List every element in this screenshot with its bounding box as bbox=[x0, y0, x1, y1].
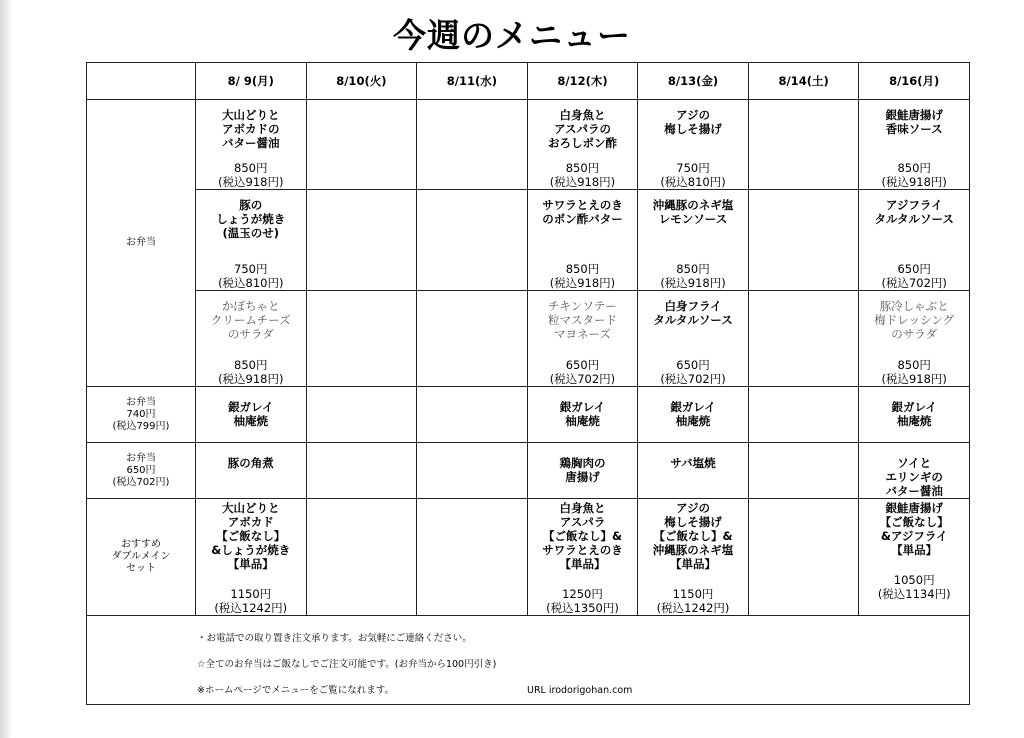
dish-price-tax: (税込918円) bbox=[881, 372, 947, 386]
bento650-row bbox=[87, 443, 970, 499]
menu-item bbox=[859, 100, 969, 189]
row-label-line: 740円 bbox=[126, 408, 156, 420]
menu-cell bbox=[306, 100, 417, 190]
dish-name: 豚冷しゃぶと 梅ドレッシング のサラダ bbox=[874, 299, 955, 341]
dish-price: 1150円 bbox=[672, 587, 714, 601]
menu-cell bbox=[196, 499, 307, 616]
dish-name: 沖縄豚のネギ塩 レモンソース bbox=[652, 198, 734, 226]
menu-cell bbox=[638, 190, 749, 291]
corner-cell bbox=[87, 63, 196, 100]
notes bbox=[87, 616, 970, 705]
note-no-rice: ☆全てのお弁当はご飯なしでご注文可能です。(お弁当から100円引き) bbox=[197, 659, 497, 670]
day-header: 8/13(金) bbox=[638, 63, 749, 100]
menu-cell bbox=[748, 190, 859, 291]
dish-price: 850円 bbox=[676, 262, 710, 276]
menu-item bbox=[196, 499, 306, 615]
menu-item bbox=[528, 291, 638, 386]
page-edge-shadow bbox=[0, 0, 12, 738]
menu-cell bbox=[196, 291, 307, 387]
dish-price-tax: (税込1242円) bbox=[214, 601, 288, 615]
dish-name: 白身魚と アスパラの おろしポン酢 bbox=[547, 108, 617, 150]
note-phone-order: ・お電話での取り置き注文承ります。お気軽にご連絡ください。 bbox=[197, 633, 472, 644]
menu-cell bbox=[859, 291, 970, 387]
menu-cell bbox=[638, 499, 749, 616]
day-header: 8/12(木) bbox=[527, 63, 638, 100]
menu-item bbox=[638, 443, 748, 498]
dish-name: 銀鮭唐揚げ 【ご飯なし】 &アジフライ 【単品】 bbox=[879, 501, 949, 557]
header-row bbox=[87, 63, 970, 100]
dish-price: 850円 bbox=[234, 161, 268, 175]
bento-row bbox=[87, 190, 970, 291]
menu-cell bbox=[638, 387, 749, 443]
bento-row bbox=[87, 100, 970, 190]
menu-cell bbox=[527, 387, 638, 443]
dish-name: アジの 梅しそ揚げ 【ご飯なし】& 沖縄豚のネギ塩 【単品】 bbox=[652, 501, 734, 571]
dish-name: 大山どりと アボカド 【ご飯なし】 &しょうが焼き 【単品】 bbox=[211, 501, 291, 571]
menu-cell bbox=[527, 190, 638, 291]
menu-item bbox=[638, 291, 748, 386]
menu-cell bbox=[306, 499, 417, 616]
day-header: 8/14(土) bbox=[748, 63, 859, 100]
menu-item bbox=[859, 443, 969, 498]
menu-item bbox=[196, 387, 306, 442]
menu-item bbox=[638, 499, 748, 615]
dish-price-tax: (税込1350円) bbox=[546, 601, 619, 615]
bento-row bbox=[87, 291, 970, 387]
day-header: 8/16(月) bbox=[859, 63, 970, 100]
menu-cell bbox=[748, 387, 859, 443]
day-header: 8/11(水) bbox=[417, 63, 528, 100]
dish-price-tax: (税込918円) bbox=[218, 175, 284, 189]
menu-item bbox=[528, 387, 638, 442]
dish-name: 銀ガレイ 柚庵焼 bbox=[559, 400, 606, 428]
dish-price-tax: (税込918円) bbox=[549, 175, 616, 189]
page-title: 今週のメニュー bbox=[393, 16, 631, 55]
menu-cell bbox=[748, 443, 859, 499]
menu-cell bbox=[417, 100, 528, 190]
menu-cell bbox=[527, 291, 638, 387]
menu-cell bbox=[417, 190, 528, 291]
dish-price: 750円 bbox=[676, 161, 710, 175]
bento740-row bbox=[87, 387, 970, 443]
dish-name: サワラとえのき のポン酢バター bbox=[542, 198, 623, 226]
menu-cell bbox=[306, 443, 417, 499]
menu-cell bbox=[859, 443, 970, 499]
dish-price: 850円 bbox=[897, 358, 931, 372]
dish-price-tax: (税込918円) bbox=[660, 276, 726, 290]
dish-name: アジの 梅しそ揚げ bbox=[664, 108, 722, 136]
menu-item bbox=[638, 100, 748, 189]
dish-name: 大山どりと アボカドの バター醤油 bbox=[222, 108, 280, 150]
dish-name: 豚の角煮 bbox=[227, 456, 274, 470]
row-label-line: (税込799円) bbox=[112, 420, 170, 432]
dish-name: 銀ガレイ 柚庵焼 bbox=[891, 400, 937, 428]
menu-item bbox=[638, 387, 748, 442]
menu-item bbox=[859, 499, 969, 615]
menu-item bbox=[859, 291, 969, 386]
notes-row bbox=[87, 616, 970, 705]
dish-price-tax: (税込702円) bbox=[549, 372, 616, 386]
dish-price: 850円 bbox=[897, 161, 931, 175]
menu-cell bbox=[859, 190, 970, 291]
day-header: 8/10(火) bbox=[306, 63, 417, 100]
menu-cell bbox=[748, 100, 859, 190]
dish-price-tax: (税込1242円) bbox=[656, 601, 730, 615]
dish-price-tax: (税込918円) bbox=[881, 175, 947, 189]
menu-cell bbox=[527, 499, 638, 616]
row-label-line: お弁当 bbox=[126, 396, 156, 408]
row-label-line: おすすめ bbox=[120, 539, 162, 550]
menu-item bbox=[528, 443, 638, 498]
menu-cell bbox=[196, 100, 307, 190]
dish-price-tax: (税込810円) bbox=[660, 175, 726, 189]
menu-cell bbox=[417, 499, 528, 616]
dish-price: 850円 bbox=[234, 358, 268, 372]
menu-cell bbox=[417, 291, 528, 387]
menu-cell bbox=[527, 443, 638, 499]
dish-name: かぼちゃと クリームチーズ のサラダ bbox=[210, 299, 291, 341]
menu-item bbox=[196, 443, 306, 498]
menu-item bbox=[196, 190, 306, 290]
menu-cell bbox=[306, 387, 417, 443]
menu-cell bbox=[859, 100, 970, 190]
dish-price-tax: (税込918円) bbox=[218, 372, 284, 386]
menu-item bbox=[859, 387, 969, 442]
menu-cell bbox=[638, 291, 749, 387]
menu-item bbox=[528, 190, 638, 290]
dish-price: 750円 bbox=[234, 262, 268, 276]
dish-name: 白身フライ タルタルソース bbox=[653, 299, 733, 327]
menu-cell bbox=[196, 190, 307, 291]
dish-price-tax: (税込702円) bbox=[881, 276, 947, 290]
menu-cell bbox=[859, 387, 970, 443]
menu-cell bbox=[417, 443, 528, 499]
row-label-line: セット bbox=[126, 563, 156, 574]
dish-price: 850円 bbox=[565, 161, 600, 175]
menu-cell bbox=[638, 100, 749, 190]
dish-name: 白身魚と アスパラ 【ご飯なし】& サワラとえのき 【単品】 bbox=[542, 501, 623, 571]
menu-item bbox=[196, 100, 306, 189]
dish-name: 銀ガレイ 柚庵焼 bbox=[228, 400, 274, 428]
note-homepage-text: ※ホームページでメニューをご覧になれます。 bbox=[197, 685, 395, 696]
weekly-menu-table bbox=[86, 62, 970, 705]
dish-price: 1050円 bbox=[893, 573, 935, 587]
menu-cell bbox=[306, 190, 417, 291]
row-label-bento650 bbox=[87, 443, 196, 499]
dish-price: 850円 bbox=[565, 262, 600, 276]
note-homepage bbox=[197, 678, 969, 704]
menu-cell bbox=[196, 443, 307, 499]
menu-item bbox=[196, 291, 306, 386]
menu-item bbox=[528, 100, 638, 189]
dish-price: 1150円 bbox=[230, 587, 272, 601]
dish-name: 銀鮭唐揚げ 香味ソース bbox=[885, 108, 943, 136]
menu-cell bbox=[859, 499, 970, 616]
dish-price: 1250円 bbox=[562, 587, 603, 601]
dish-price-tax: (税込918円) bbox=[549, 276, 616, 290]
menu-cell bbox=[748, 291, 859, 387]
dish-price-tax: (税込810円) bbox=[218, 276, 284, 290]
row-label-line: 650円 bbox=[126, 464, 156, 476]
menu-cell bbox=[748, 499, 859, 616]
dish-name: サバ塩焼 bbox=[670, 456, 716, 470]
day-header: 8/ 9(月) bbox=[196, 63, 307, 100]
dish-price: 650円 bbox=[565, 358, 600, 372]
dish-price: 650円 bbox=[676, 358, 710, 372]
dish-name: 銀ガレイ 柚庵焼 bbox=[670, 400, 716, 428]
row-label-line: (税込702円) bbox=[112, 476, 170, 488]
menu-cell bbox=[638, 443, 749, 499]
dish-name: ソイと エリンギの バター醤油 bbox=[885, 456, 943, 498]
website-url[interactable]: URL irodorigohan.com bbox=[527, 685, 633, 696]
menu-cell bbox=[417, 387, 528, 443]
dish-name: 豚の しょうが焼き (温玉のせ) bbox=[216, 198, 286, 240]
row-label-line: お弁当 bbox=[126, 452, 156, 464]
dish-name: 鶏胸肉の 唐揚げ bbox=[559, 456, 606, 484]
dish-name: アジフライ タルタルソース bbox=[874, 198, 954, 226]
menu-cell bbox=[527, 100, 638, 190]
row-label-bento740 bbox=[87, 387, 196, 443]
menu-item bbox=[528, 499, 638, 615]
menu-cell bbox=[196, 387, 307, 443]
row-label-double-main bbox=[87, 499, 196, 616]
row-label-line: ダブルメイン bbox=[111, 551, 171, 562]
double-main-row bbox=[87, 499, 970, 616]
menu-item bbox=[638, 190, 748, 290]
dish-price: 650円 bbox=[897, 262, 931, 276]
menu-cell bbox=[306, 291, 417, 387]
dish-price-tax: (税込702円) bbox=[660, 372, 726, 386]
menu-item bbox=[859, 190, 969, 290]
row-label-bento: お弁当 bbox=[87, 100, 196, 387]
dish-price-tax: (税込1134円) bbox=[877, 587, 951, 601]
dish-name: チキンソテー 粒マスタード マヨネーズ bbox=[547, 299, 617, 341]
